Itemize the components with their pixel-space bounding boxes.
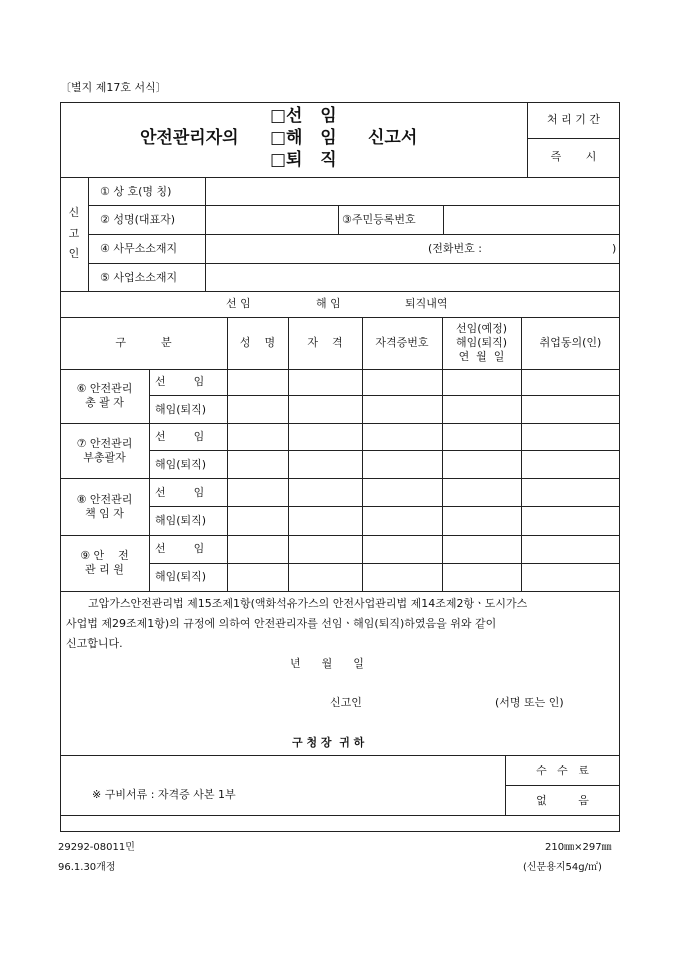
row-dismiss: 해임(퇴직)	[155, 403, 207, 416]
row-appoint: 선 임	[155, 486, 205, 499]
row-dismiss: 해임(퇴직)	[155, 514, 207, 527]
business-address-label: ⑤ 사업소소재지	[100, 271, 178, 284]
divider	[527, 138, 620, 139]
representative-name-label: ② 성명(대표자)	[100, 213, 176, 226]
title-option-dismiss: □해 임	[270, 128, 337, 148]
title-prefix: 안전관리자의	[140, 128, 239, 148]
divider	[60, 177, 620, 178]
header-qualification: 자 격	[307, 336, 343, 350]
resident-number-label: ③주민등록번호	[342, 213, 416, 226]
required-documents: ※ 구비서류 : 자격증 사본 1부	[92, 788, 236, 801]
reporter-label: 신고인	[330, 696, 362, 709]
header-consent: 취업동의(인)	[539, 336, 602, 350]
row-dismiss: 해임(퇴직)	[155, 570, 207, 583]
group-responsible-manager: ⑧ 안전관리 책 임 자	[76, 492, 133, 520]
phone-label: (전화번호 :	[428, 242, 482, 255]
divider	[149, 450, 620, 451]
divider	[60, 815, 620, 816]
divider	[149, 395, 620, 396]
divider	[88, 234, 620, 235]
row-appoint: 선 임	[155, 430, 205, 443]
processing-period-value: 즉 시	[550, 150, 597, 163]
title-suffix: 신고서	[368, 128, 418, 148]
form-code: 29292-08011민	[58, 842, 135, 853]
fee-value: 없 음	[536, 794, 589, 807]
title-option-appoint: □선 임	[270, 106, 337, 126]
signature-label: (서명 또는 인)	[495, 696, 564, 709]
divider	[149, 506, 620, 507]
heading-retire-details: 퇴직내역	[405, 297, 448, 310]
form-number: 〔별지 제17호 서식〕	[60, 81, 167, 94]
row-appoint: 선 임	[155, 375, 205, 388]
trade-name-label: ① 상 호(명 칭)	[100, 185, 172, 198]
divider	[88, 263, 620, 264]
row-dismiss: 해임(퇴직)	[155, 458, 207, 471]
fee-label: 수 수 료	[536, 764, 589, 777]
statement-line-3: 신고합니다.	[66, 637, 123, 650]
header-license-number: 자격증번호	[375, 336, 429, 350]
reporter-side-label: 신 고 인	[68, 205, 80, 261]
group-deputy-manager: ⑦ 안전관리 부총괄자	[76, 436, 133, 464]
paper-spec: (신문용지54g/㎡)	[523, 862, 602, 873]
paper-size: 210㎜×297㎜	[545, 842, 612, 853]
heading-dismiss: 해 임	[316, 297, 341, 310]
revision-date: 96.1.30개정	[58, 862, 116, 873]
divider	[443, 205, 444, 234]
divider	[505, 785, 620, 786]
row-appoint: 선 임	[155, 542, 205, 555]
divider	[60, 591, 620, 592]
divider	[149, 369, 150, 591]
header-name: 성 명	[239, 336, 276, 350]
title-option-retire: □퇴 직	[270, 150, 337, 170]
divider	[149, 563, 620, 564]
header-category: 구 분	[115, 336, 172, 350]
office-address-label: ④ 사무소소재지	[100, 242, 178, 255]
report-date: 년 월 일	[290, 657, 364, 670]
divider	[60, 755, 620, 756]
addressee: 구 청 장 귀 하	[292, 736, 365, 749]
heading-appoint: 선 임	[226, 297, 251, 310]
divider	[60, 291, 620, 292]
group-safety-officer: ⑨ 안 전 관 리 원	[80, 549, 129, 576]
phone-close: )	[612, 242, 617, 255]
divider	[88, 205, 620, 206]
processing-period-label: 처 리 기 간	[547, 113, 600, 126]
group-general-manager: ⑥ 안전관리 총 괄 자	[76, 382, 133, 409]
header-date: 선임(예정) 해임(퇴직) 연 월 일	[455, 321, 508, 364]
statement-line-1: 고압가스안전관리법 제15조제1항(액화석유가스의 안전사업관리법 제14조제2항ㆍ도시가스	[88, 597, 528, 610]
divider	[338, 205, 339, 234]
statement-line-2: 사업법 제29조제1항)의 규정에 의하여 안전관리자를 선임ㆍ해임(퇴직)하였음을 위와 같이	[66, 617, 497, 630]
